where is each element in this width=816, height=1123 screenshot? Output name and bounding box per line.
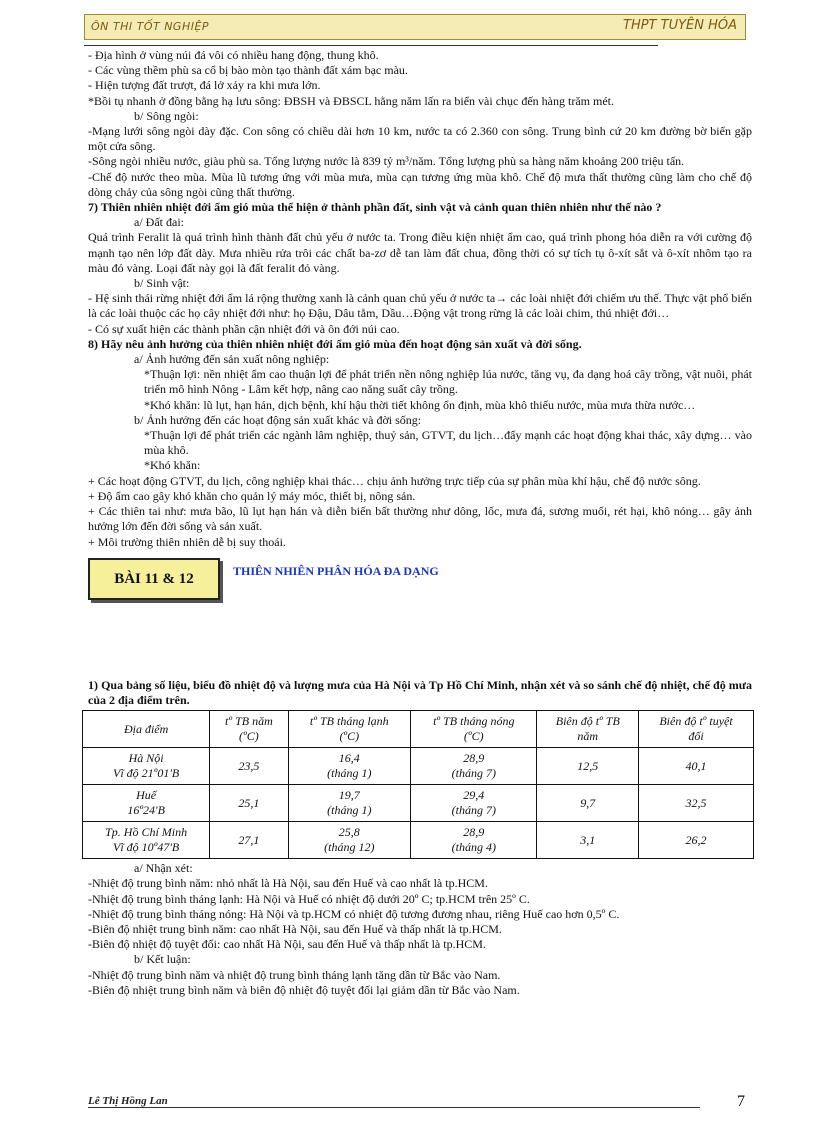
paragraph: *Khó khăn: lũ lụt, hạn hán, dịch bệnh, khí hậu thời tiết không ổn định, mùa khô thiếu nước, mùa mưa thừa nước… <box>144 397 696 412</box>
table-cell: 19,7 (tháng 1) <box>288 785 411 822</box>
paragraph: -Biên độ nhiệt độ tuyệt đối: cao nhất Hà Nội, sau đến Huế và thấp nhất là tp.HCM. <box>88 937 486 952</box>
lesson-title: THIÊN NHIÊN PHÂN HÓA ĐA DẠNG <box>233 563 439 578</box>
table-cell: 23,5 <box>210 748 288 785</box>
paragraph: + Độ ẩm cao gây khó khăn cho quản lý máy móc, thiết bị, nông sản. <box>88 488 416 503</box>
table-row <box>83 785 754 822</box>
table-cell: 29,4 (tháng 7) <box>411 785 537 822</box>
paragraph: + Môi trường thiên nhiên dễ bị suy thoái. <box>88 534 286 549</box>
paragraph: a/ Nhận xét: <box>134 861 193 876</box>
table-cell: 25,1 <box>210 785 288 822</box>
table-cell: 26,2 <box>639 822 754 859</box>
paragraph: -Biên độ nhiệt trung bình năm: cao nhất Hà Nội, sau đến Huế và thấp nhất là tp.HCM. <box>88 921 502 936</box>
table-body <box>83 748 754 859</box>
paragraph: b/ Kết luận: <box>134 952 191 967</box>
paragraph: b/ Sinh vật: <box>134 276 190 291</box>
lesson-heading <box>88 558 752 678</box>
paragraph: *Thuận lợi để phát triển các ngành lâm nghiệp, thuỷ sản, GTVT, du lịch…đẩy mạnh các hoạt động khai thác, xây dựng… vào mùa khô. <box>144 428 752 458</box>
header-left-text: ÔN THI TỐT NGHIỆP <box>91 20 210 33</box>
table-cell: 28,9 (tháng 4) <box>411 822 537 859</box>
paragraph: 8) Hãy nêu ảnh hưởng của thiên nhiên nhiệt đới ẩm gió mùa đến hoạt động sản xuất và đời sống. <box>88 336 582 351</box>
table-header-cell: tº TB tháng lạnh (ºC) <box>288 711 411 748</box>
table-row <box>83 822 754 859</box>
paragraph: - Có sự xuất hiện các thành phần cận nhiệt đới và ôn đới núi cao. <box>88 321 400 336</box>
table-cell: Hà Nội Vĩ độ 21º01'B <box>83 748 210 785</box>
table-cell: 28,9 (tháng 7) <box>411 748 537 785</box>
footer-rule <box>88 1107 700 1108</box>
table-header-cell: Địa điểm <box>83 711 210 748</box>
footer-author: Lê Thị Hồng Lan <box>88 1095 168 1107</box>
paragraph: -Chế độ nước theo mùa. Mùa lũ tương ứng với mùa mưa, mùa cạn tương ứng mùa khô. Chế độ mưa thất thường cũng làm cho chế độ dòng chảy của sông ngòi cũng thất thường. <box>88 169 752 199</box>
table-cell: Tp. Hồ Chí Minh Vĩ độ 10º47'B <box>83 822 210 859</box>
paragraph: *Thuận lợi: nền nhiệt ẩm cao thuận lợi để phát triển nền nông nghiệp lúa nước, tăng vụ, đa dạng hoá cây trồng, vật nuôi, phát triển mô hình Nông - Lâm kết hợp, nâng cao năng suất cây trồng. <box>144 367 752 397</box>
paragraph: -Mạng lưới sông ngòi dày đặc. Con sông có chiều dài hơn 10 km, nước ta có 2.360 con sông. Trung bình cứ 20 km đường bờ biển gặp một cửa sông. <box>88 124 752 154</box>
paragraph: 7) Thiên nhiên nhiệt đới ẩm gió mùa thể hiện ở thành phần đất, sinh vật và cảnh quan thiên nhiên như thế nào ? <box>88 200 662 215</box>
temperature-table <box>82 710 754 859</box>
paragraph: *Bồi tụ nhanh ở đồng bằng hạ lưu sông: ĐBSH và ĐBSCL hằng năm lấn ra biển vài chục đến hàng trăm mét. <box>88 93 614 108</box>
table-cell: 3,1 <box>537 822 639 859</box>
table-header-row <box>83 711 754 748</box>
paragraph: - Hiện tượng đất trượt, đá lở xảy ra khi mưa lớn. <box>88 78 321 93</box>
paragraph: -Nhiệt độ trung bình năm: nhỏ nhất là Hà Nội, sau đến Huế và cao nhất là tp.HCM. <box>88 876 488 891</box>
paragraph: + Các thiên tai như: mưa bão, lũ lụt hạn hán và diễn biến bất thường như dông, lốc, mưa đá, sương muối, rét hại, khô nóng… gây ảnh hưởng lớn đến đời sống và sản xuất. <box>88 504 752 534</box>
lesson-label-box: BÀI 11 & 12 <box>88 558 220 600</box>
paragraph: -Biên độ nhiệt trung bình năm và biên độ nhiệt độ tuyệt đối lại giảm dần từ Bắc vào Nam. <box>88 982 520 997</box>
question-1: 1) Qua bảng số liệu, biểu đồ nhiệt độ và lượng mưa của Hà Nội và Tp Hồ Chí Minh, nhận xét và so sánh chế độ nhiệt, chế độ mưa của 2 địa điểm trên. <box>88 677 752 707</box>
table-cell: 27,1 <box>210 822 288 859</box>
paragraph: - Địa hình ở vùng núi đá vôi có nhiều hang động, thung khô. <box>88 48 379 62</box>
paragraph: -Nhiệt độ trung bình tháng nóng: Hà Nội và tp.HCM có nhiệt độ tương đương nhau, riêng Huế cao hơn 0,5º C. <box>88 906 620 921</box>
table-header-cell: Biên độ tº tuyệt đối <box>639 711 754 748</box>
table-header-cell: tº TB năm (ºC) <box>210 711 288 748</box>
paragraph: - Hệ sinh thái rừng nhiệt đới ẩm lá rộng thường xanh là cảnh quan chủ yếu ở nước ta→ các loài nhiệt đới chiếm ưu thế. Thực vật phổ biến là các loài thuộc các họ cây nhiệt đới như: họ Đậu, Dâu tằm, Dầu…Động vật trong rừng là các loài chim, thú nhiệt đới… <box>88 291 752 321</box>
header-right-text: THPT TUYÊN HÓA <box>623 18 737 33</box>
paragraph: b/ Ảnh hưởng đến các hoạt động sản xuất khác và đời sống: <box>134 412 422 427</box>
bottom-section <box>88 861 752 998</box>
table-cell: 9,7 <box>537 785 639 822</box>
paragraph: + Các hoạt động GTVT, du lịch, công nghiệp khai thác… chịu ảnh hưởng trực tiếp của sự phân mùa khí hậu, chế độ nước sông. <box>88 473 701 488</box>
paragraph: -Nhiệt độ trung bình năm và nhiệt độ trung bình tháng lạnh tăng dần từ Bắc vào Nam. <box>88 967 501 982</box>
table-header-cell: tº TB tháng nóng (ºC) <box>411 711 537 748</box>
table-cell: 25,8 (tháng 12) <box>288 822 411 859</box>
table-cell: 32,5 <box>639 785 754 822</box>
paragraph: Quá trình Feralit là quá trình hình thành đất chủ yếu ở nước ta. Trong điều kiện nhiệt ẩm cao, quá trình phong hóa diễn ra với cường độ mạnh tạo nên lớp đất dày. Mưa nhiều rửa trôi các chất ba-zơ dễ tan làm đất chua, đồng thời có sự tích tụ ô-xít sắt và ô-xít nhôm tạo ra màu đỏ vàng. Loại đất này gọi là đất feralit đỏ vàng. <box>88 230 752 275</box>
paragraph: b/ Sông ngòi: <box>134 108 199 123</box>
top-section <box>88 48 752 550</box>
page-header <box>84 14 746 40</box>
table-row <box>83 748 754 785</box>
table-header-cell: Biên độ tº TB năm <box>537 711 639 748</box>
paragraph: -Nhiệt độ trung bình tháng lạnh: Hà Nội và Huế có nhiệt độ dưới 20º C; tp.HCM trên 25º C. <box>88 891 530 906</box>
table-cell: 16,4 (tháng 1) <box>288 748 411 785</box>
header-rule <box>84 45 658 46</box>
table-cell: 40,1 <box>639 748 754 785</box>
paragraph: - Các vùng thềm phù sa cổ bị bào mòn tạo thành đất xám bạc màu. <box>88 63 408 78</box>
paragraph: a/ Ảnh hưởng đến sản xuất nông nghiệp: <box>134 352 330 367</box>
page-content <box>88 48 752 998</box>
paragraph: -Sông ngòi nhiều nước, giàu phù sa. Tổng lượng nước là 839 tỷ m³/năm. Tổng lượng phù sa hàng năm khoảng 200 triệu tấn. <box>88 154 685 169</box>
table-cell: 12,5 <box>537 748 639 785</box>
paragraph: *Khó khăn: <box>144 458 201 473</box>
page-number: 7 <box>737 1093 745 1110</box>
table-cell: Huế 16º24'B <box>83 785 210 822</box>
paragraph: a/ Đất đai: <box>134 215 184 230</box>
